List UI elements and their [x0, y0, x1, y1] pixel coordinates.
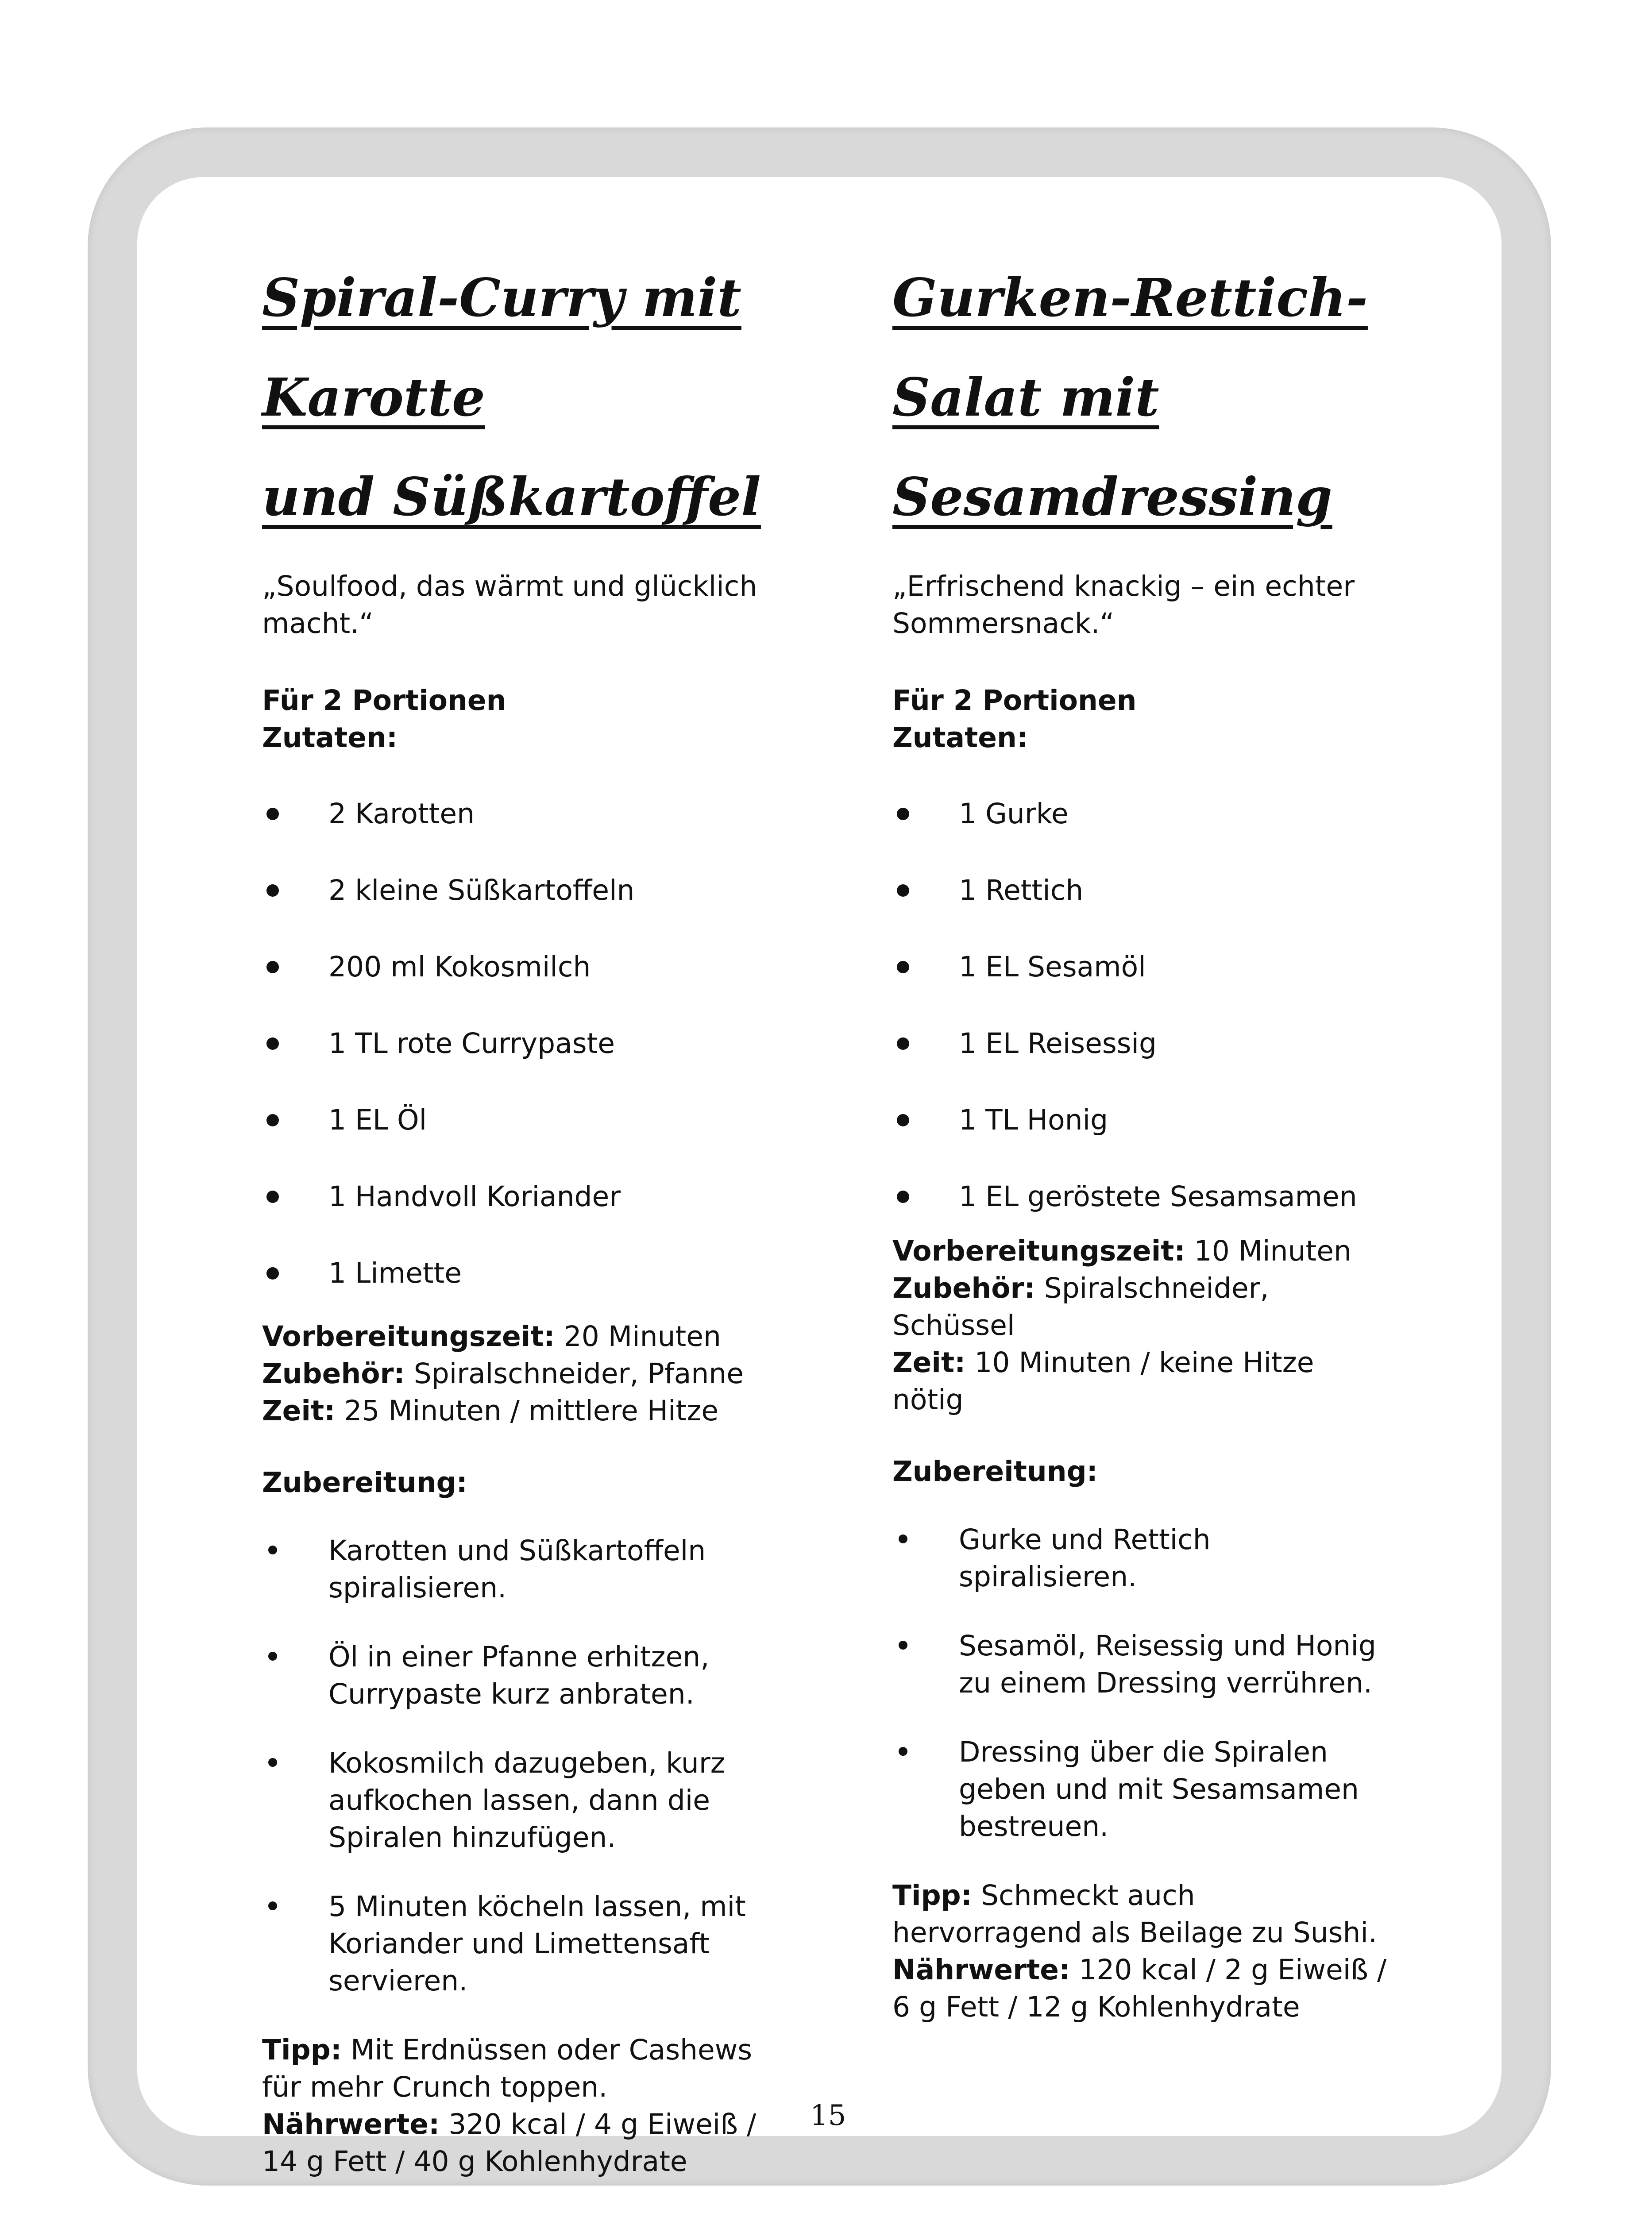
ingredient-text: 1 EL Öl [328, 1104, 427, 1136]
list-item [262, 948, 784, 986]
recipe-tagline: „Soulfood, das wärmt und glücklich macht.“ [262, 570, 757, 640]
ingredient-text: 1 TL rote Currypaste [328, 1027, 615, 1060]
ingredient-text: 1 EL Sesamöl [959, 951, 1146, 983]
bullet-icon [899, 1534, 907, 1543]
step-text: 5 Minuten köcheln lassen, mit Koriander und Limettensaft servieren. [328, 1890, 746, 1997]
step-list [262, 1532, 784, 2000]
step-list [892, 1521, 1388, 1845]
bullet-icon [268, 1652, 277, 1661]
portions-block [892, 682, 1388, 756]
list-item [262, 1255, 784, 1292]
bullet-icon [897, 961, 909, 973]
title-line-2: Sesamdressing [892, 466, 1332, 528]
list-item [892, 1025, 1388, 1062]
list-item [262, 1639, 784, 1713]
bullet-icon [897, 1191, 909, 1203]
ingredient-text: 200 ml Kokosmilch [328, 951, 591, 983]
ingredients-label: Zutaten: [892, 721, 1028, 754]
step-text: Dressing über die Spiralen geben und mit Sesamsamen bestreuen. [959, 1736, 1359, 1843]
time-label: Zeit: [892, 1346, 966, 1379]
ingredient-text: 1 Handvoll Koriander [328, 1180, 621, 1213]
list-item [892, 795, 1388, 833]
tip-label: Tipp: [262, 2034, 342, 2066]
nutrition [892, 1951, 1388, 2026]
bullet-icon [266, 1114, 279, 1126]
list-item [262, 1102, 784, 1139]
list-item [892, 1178, 1388, 1215]
bullet-icon [266, 808, 279, 820]
nutrition-value: 120 kcal / 2 g Eiweiß / 6 g Fett / 12 g Kohlenhydrate [892, 1954, 1387, 2023]
tip [262, 2032, 784, 2106]
ingredient-text: 1 EL geröstete Sesamsamen [959, 1180, 1357, 1213]
bullet-icon [266, 961, 279, 973]
recipe-left [262, 248, 784, 2180]
list-item [262, 795, 784, 833]
bullet-icon [899, 1747, 907, 1756]
title-line-2: und Süßkartoffel [262, 466, 761, 528]
title-line-1: Spiral-Curry mit Karotte [262, 267, 741, 428]
recipe-title [262, 248, 784, 547]
tip-block [892, 1877, 1388, 2026]
step-text: Sesamöl, Reisessig und Honig zu einem Dressing verrühren. [959, 1630, 1376, 1699]
prep-time [262, 1318, 784, 1355]
prep-value: 10 Minuten [1185, 1235, 1351, 1267]
time-label: Zeit: [262, 1395, 336, 1427]
steps-label: Zubereitung: [892, 1455, 1098, 1488]
tip [892, 1877, 1388, 1951]
list-item [892, 1734, 1388, 1845]
bullet-icon [897, 884, 909, 897]
bullet-icon [897, 808, 909, 820]
bullet-icon [266, 884, 279, 897]
list-item [262, 1178, 784, 1215]
ingredient-text: 1 TL Honig [959, 1104, 1108, 1136]
ingredient-text: 1 Limette [328, 1257, 462, 1289]
bullet-icon [897, 1114, 909, 1126]
bullet-icon [266, 1191, 279, 1203]
step-text: Öl in einer Pfanne erhitzen, Currypaste kurz anbraten. [328, 1641, 710, 1710]
prep-time [892, 1233, 1388, 1270]
bullet-icon [266, 1267, 279, 1280]
list-item [892, 1627, 1388, 1702]
list-item [262, 1532, 784, 1607]
ingredient-text: 1 EL Reisessig [959, 1027, 1157, 1060]
step-text: Gurke und Rettich spiralisieren. [959, 1523, 1211, 1593]
list-item [892, 948, 1388, 986]
prep-label: Vorbereitungszeit: [262, 1320, 555, 1353]
bullet-icon [268, 1546, 277, 1554]
list-item [892, 1521, 1388, 1596]
tip-label: Tipp: [892, 1879, 972, 1912]
recipe-meta [892, 1233, 1388, 1419]
list-item [892, 872, 1388, 909]
list-item [892, 1102, 1388, 1139]
tip-value: Schmeckt auch hervorragend als Beilage zu Sushi. [892, 1879, 1377, 1949]
bullet-icon [268, 1901, 277, 1910]
title-line-1: Gurken-Rettich-Salat mit [892, 267, 1368, 428]
prep-label: Vorbereitungszeit: [892, 1235, 1185, 1267]
tools [892, 1270, 1388, 1344]
time-value: 25 Minuten / mittlere Hitze [335, 1395, 719, 1427]
nutrition [262, 2106, 784, 2180]
tools-label: Zubehör: [262, 1357, 405, 1390]
nutrition-value: 320 kcal / 4 g Eiweiß / 14 g Fett / 40 g Kohlenhydrate [262, 2108, 757, 2178]
list-item [262, 1745, 784, 1856]
bullet-icon [897, 1037, 909, 1050]
recipe-right [892, 248, 1388, 2026]
tools-value: Spiralschneider, Pfanne [405, 1357, 744, 1390]
time-value: 10 Minuten / keine Hitze nötig [892, 1346, 1314, 1416]
nutrition-label: Nährwerte: [262, 2108, 440, 2140]
bullet-icon [266, 1037, 279, 1050]
cook-time [262, 1392, 784, 1430]
recipe-tagline: „Erfrischend knackig – ein echter Sommersnack.“ [892, 570, 1355, 640]
tools [262, 1355, 784, 1392]
ingredient-text: 2 kleine Süßkartoffeln [328, 874, 635, 906]
recipe-title [892, 248, 1388, 547]
tip-block [262, 2032, 784, 2180]
portions-block [262, 682, 784, 756]
ingredient-list [262, 795, 784, 1292]
cook-time [892, 1344, 1388, 1419]
bullet-icon [899, 1641, 907, 1650]
ingredient-text: 1 Rettich [959, 874, 1084, 906]
list-item [262, 1025, 784, 1062]
ingredient-text: 1 Gurke [959, 798, 1069, 830]
nutrition-label: Nährwerte: [892, 1954, 1070, 1986]
page-number: 15 [810, 2099, 846, 2132]
steps-label: Zubereitung: [262, 1466, 467, 1499]
step-text: Karotten und Süßkartoffeln spiralisieren. [328, 1534, 706, 1604]
bullet-icon [268, 1758, 277, 1767]
portions-label: Für 2 Portionen [262, 684, 506, 717]
list-item [262, 872, 784, 909]
ingredients-label: Zutaten: [262, 721, 398, 754]
ingredient-text: 2 Karotten [328, 798, 475, 830]
tip-value: Mit Erdnüssen oder Cashews für mehr Crunch toppen. [262, 2034, 753, 2103]
portions-label: Für 2 Portionen [892, 684, 1137, 717]
prep-value: 20 Minuten [555, 1320, 721, 1353]
list-item [262, 1888, 784, 2000]
ingredient-list [892, 795, 1388, 1215]
tools-value: Spiralschneider, Schüssel [892, 1272, 1269, 1342]
step-text: Kokosmilch dazugeben, kurz aufkochen lassen, dann die Spiralen hinzufügen. [328, 1747, 725, 1854]
recipe-meta [262, 1318, 784, 1430]
tools-label: Zubehör: [892, 1272, 1035, 1304]
